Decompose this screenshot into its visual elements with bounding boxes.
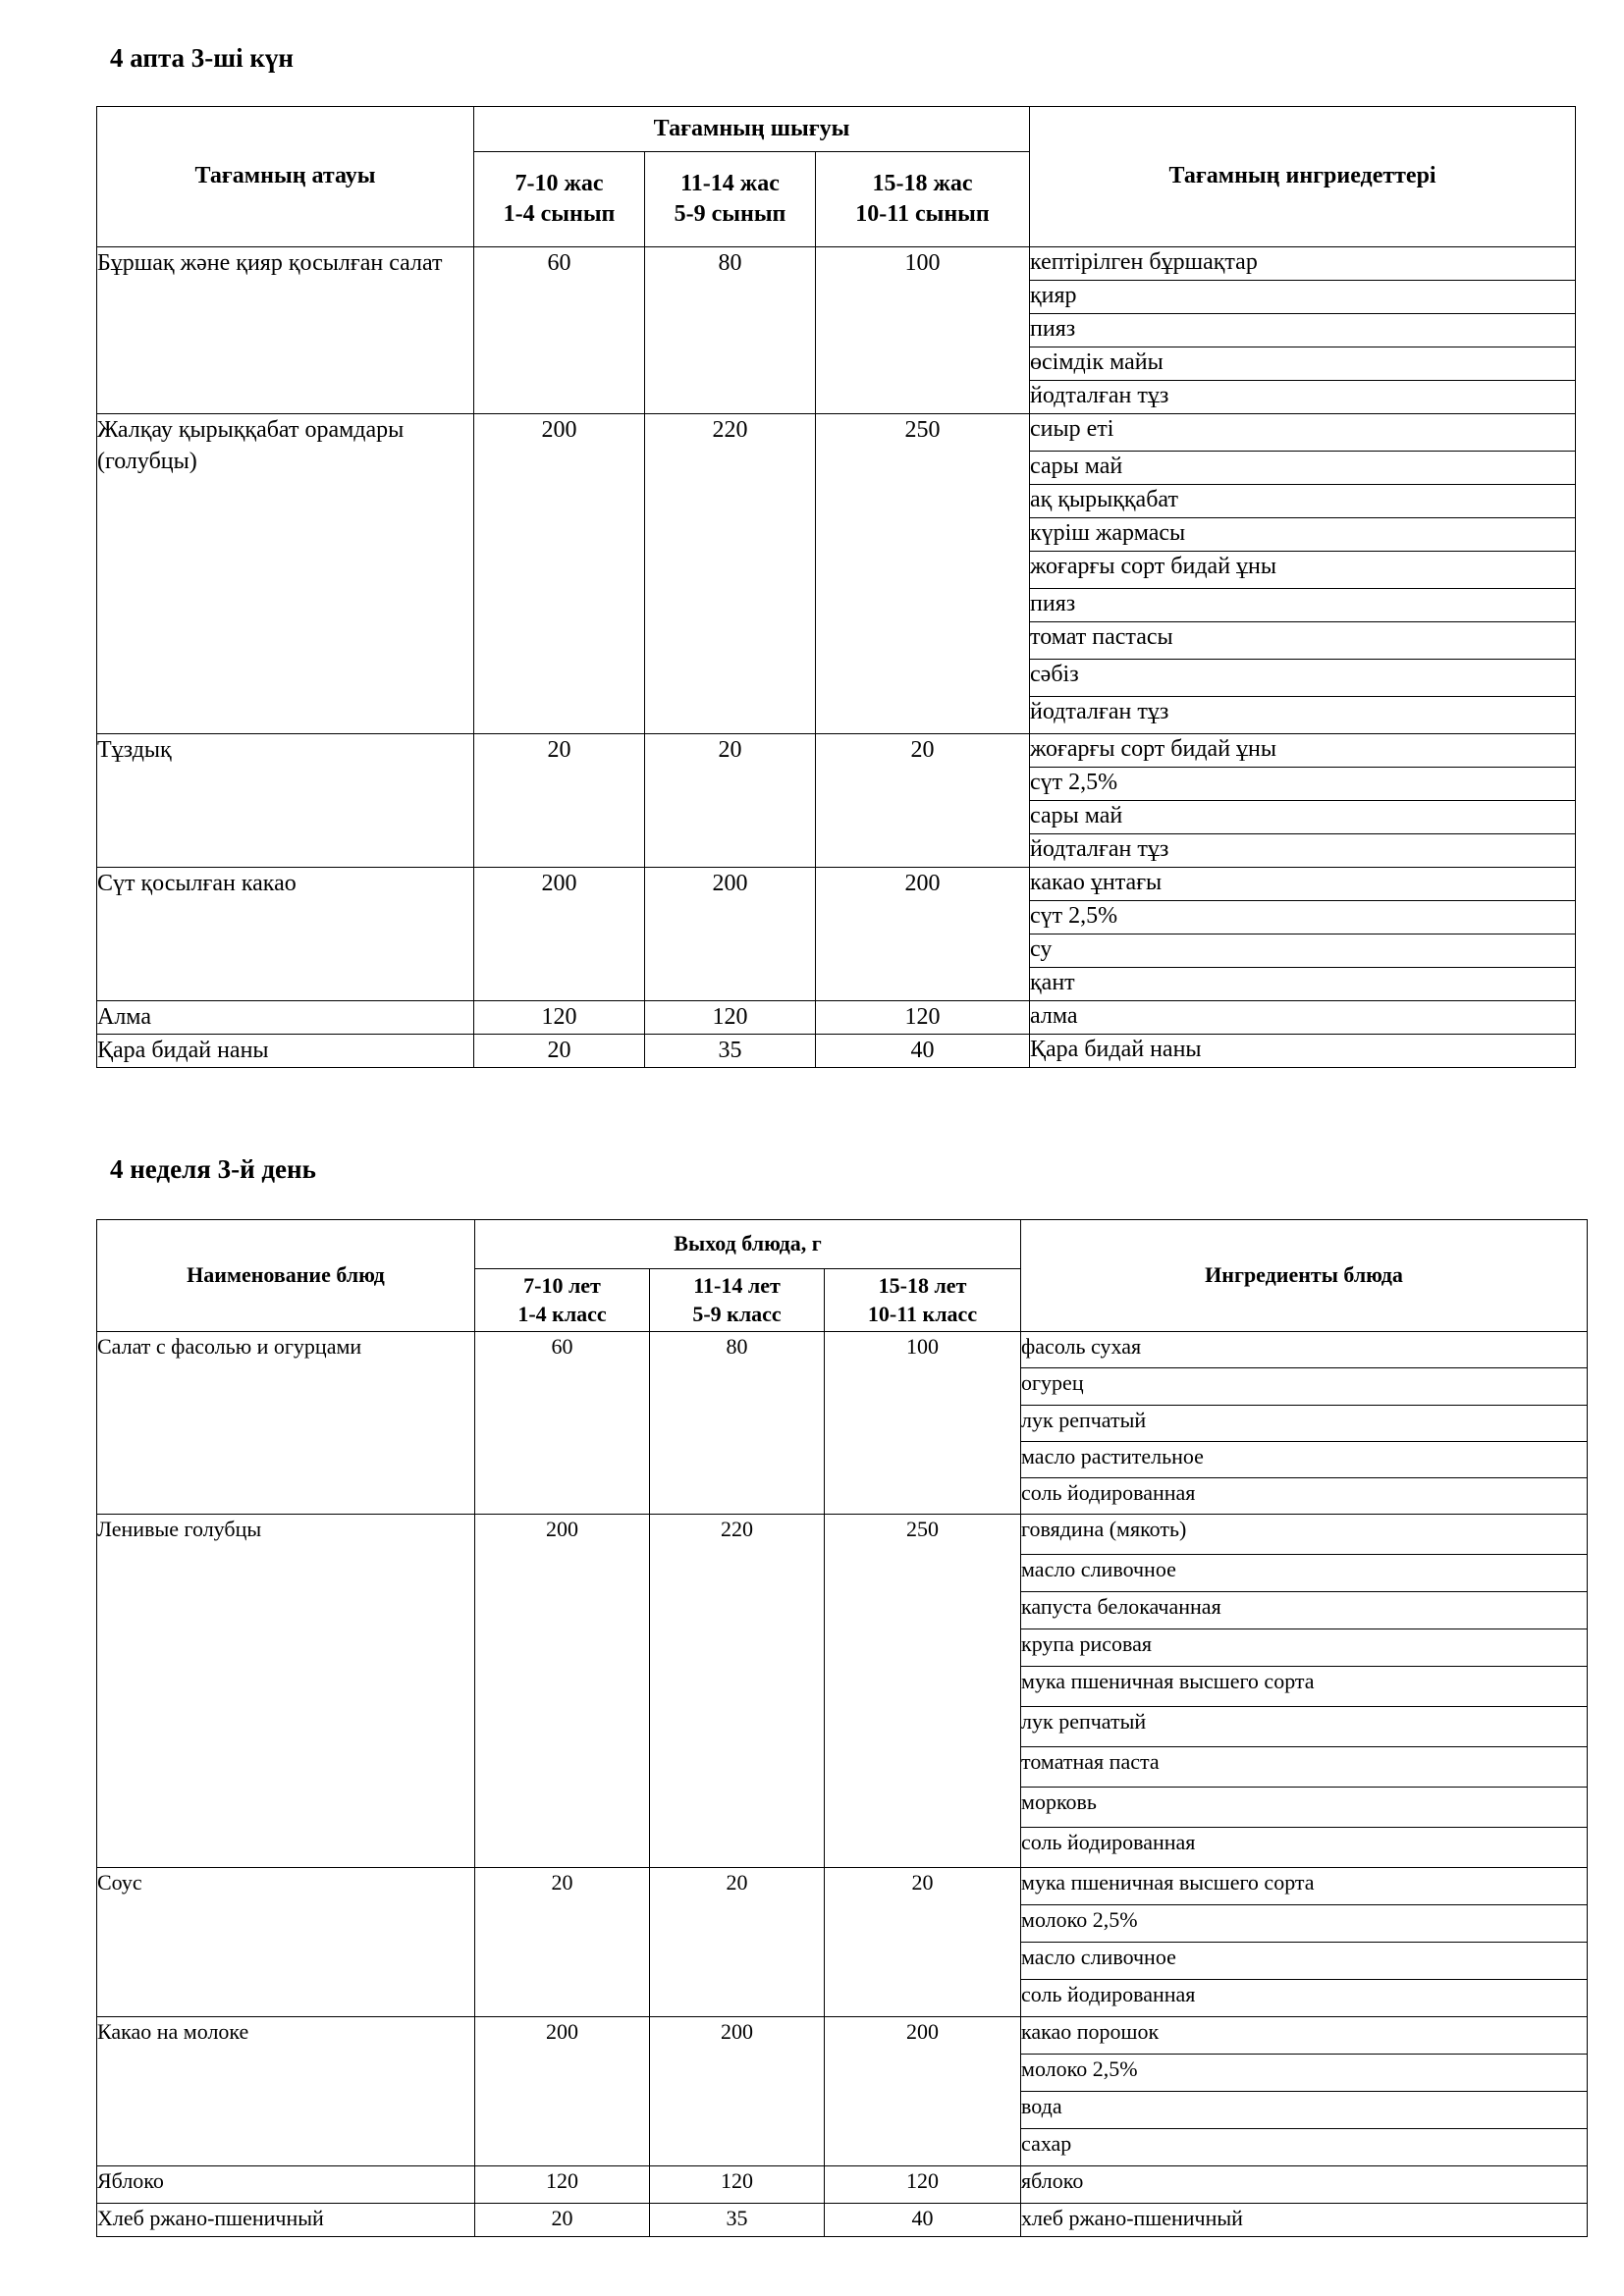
portion-value-cell: 100 [816,247,1030,414]
ingredient-cell: крупа рисовая [1021,1629,1588,1667]
ingredient-cell: сары май [1030,801,1576,834]
portion-value-cell: 250 [825,1515,1021,1868]
kazakh-menu-body [97,247,1576,1068]
dish-name-cell: Ленивые голубцы [97,1515,475,1868]
table-row [97,2204,1588,2237]
header-output: Тағамның шығуы [474,107,1030,152]
ingredient-cell: молоко 2,5% [1021,2055,1588,2092]
ingredient-cell: йодталған тұз [1030,697,1576,734]
ingredient-cell: масло сливочное [1021,1555,1588,1592]
header-ingredients: Тағамның ингриедеттері [1030,107,1576,247]
portion-value-cell: 200 [475,1515,650,1868]
kazakh-menu-table [96,106,1576,1068]
table-row [97,868,1576,901]
table-row [97,2166,1588,2204]
portion-value-cell: 80 [645,247,816,414]
ingredient-cell: сары май [1030,452,1576,485]
ingredient-cell: сүт 2,5% [1030,901,1576,934]
header-age-group: 11-14 жас 5-9 сынып [645,152,816,247]
portion-value-cell: 120 [645,1001,816,1035]
portion-value-cell: 40 [816,1035,1030,1068]
portion-value-cell: 200 [816,868,1030,1001]
ingredient-cell: сиыр еті [1030,414,1576,452]
ingredient-cell: мука пшеничная высшего сорта [1021,1667,1588,1707]
portion-value-cell: 20 [645,734,816,868]
ingredient-cell: күріш жармасы [1030,518,1576,552]
table-row [97,1035,1576,1068]
dish-name-cell: Хлеб ржано-пшеничный [97,2204,475,2237]
table-row [97,414,1576,452]
ingredient-cell: фасоль сухая [1021,1332,1588,1368]
ingredient-cell: қант [1030,968,1576,1001]
portion-value-cell: 100 [825,1332,1021,1515]
portion-value-cell: 120 [475,2166,650,2204]
ingredient-cell: молоко 2,5% [1021,1905,1588,1943]
portion-value-cell: 20 [474,1035,645,1068]
table-row [97,1332,1588,1368]
russian-menu-body [97,1332,1588,2237]
portion-value-cell: 20 [650,1868,825,2017]
portion-value-cell: 200 [650,2017,825,2166]
ingredient-cell: соль йодированная [1021,1980,1588,2017]
portion-value-cell: 20 [475,1868,650,2017]
ingredient-cell: лук репчатый [1021,1707,1588,1747]
portion-value-cell: 20 [475,2204,650,2237]
dish-name-cell: Қара бидай наны [97,1035,474,1068]
dish-name-cell: Салат с фасолью и огурцами [97,1332,475,1515]
portion-value-cell: 120 [816,1001,1030,1035]
ingredient-cell: йодталған тұз [1030,381,1576,414]
russian-section-heading: 4 неделя 3-й день [110,1154,316,1184]
header-age-group: 11-14 лет 5-9 класс [650,1269,825,1332]
header-age-group: 15-18 лет 10-11 класс [825,1269,1021,1332]
portion-value-cell: 120 [474,1001,645,1035]
ingredient-cell: томат пастасы [1030,622,1576,660]
header-age-group: 7-10 лет 1-4 класс [475,1269,650,1332]
portion-value-cell: 200 [825,2017,1021,2166]
ingredient-cell: мука пшеничная высшего сорта [1021,1868,1588,1905]
dish-name-cell: Какао на молоке [97,2017,475,2166]
table-row [97,734,1576,768]
ingredient-cell: ақ қырыққабат [1030,485,1576,518]
portion-value-cell: 20 [474,734,645,868]
ingredient-cell: масло растительное [1021,1442,1588,1478]
header-dish-name: Наименование блюд [97,1220,475,1332]
ingredient-cell: Қара бидай наны [1030,1035,1576,1068]
portion-value-cell: 20 [825,1868,1021,2017]
table-row [97,1001,1576,1035]
ingredient-cell: сүт 2,5% [1030,768,1576,801]
ingredient-cell: сахар [1021,2129,1588,2166]
ingredient-cell: хлеб ржано-пшеничный [1021,2204,1588,2237]
table-row [97,1868,1588,1905]
table-row [97,2017,1588,2055]
portion-value-cell: 60 [474,247,645,414]
portion-value-cell: 80 [650,1332,825,1515]
ingredient-cell: лук репчатый [1021,1406,1588,1442]
ingredient-cell: соль йодированная [1021,1828,1588,1868]
portion-value-cell: 40 [825,2204,1021,2237]
ingredient-cell: сәбіз [1030,660,1576,697]
ingredient-cell: томатная паста [1021,1747,1588,1788]
dish-name-cell: Соус [97,1868,475,2017]
ingredient-cell: капуста белокачанная [1021,1592,1588,1629]
portion-value-cell: 20 [816,734,1030,868]
dish-name-cell: Тұздық [97,734,474,868]
ingredient-cell: кептірілген бұршақтар [1030,247,1576,281]
portion-value-cell: 220 [650,1515,825,1868]
portion-value-cell: 35 [645,1035,816,1068]
dish-name-cell: Жалқау қырыққабат орамдары (голубцы) [97,414,474,734]
portion-value-cell: 200 [474,868,645,1001]
header-output: Выход блюда, г [475,1220,1021,1269]
portion-value-cell: 220 [645,414,816,734]
header-dish-name: Тағамның атауы [97,107,474,247]
portion-value-cell: 200 [475,2017,650,2166]
portion-value-cell: 120 [825,2166,1021,2204]
dish-name-cell: Яблоко [97,2166,475,2204]
dish-name-cell: Сүт қосылған какао [97,868,474,1001]
portion-value-cell: 35 [650,2204,825,2237]
ingredient-cell: масло сливочное [1021,1943,1588,1980]
ingredient-cell: морковь [1021,1788,1588,1828]
header-ingredients: Ингредиенты блюда [1021,1220,1588,1332]
ingredient-cell: йодталған тұз [1030,834,1576,868]
ingredient-cell: какао ұнтағы [1030,868,1576,901]
dish-name-cell: Бұршақ және қияр қосылған салат [97,247,474,414]
ingredient-cell: жоғарғы сорт бидай ұны [1030,552,1576,589]
portion-value-cell: 120 [650,2166,825,2204]
ingredient-cell: алма [1030,1001,1576,1035]
ingredient-cell: қияр [1030,281,1576,314]
ingredient-cell: соль йодированная [1021,1478,1588,1515]
portion-value-cell: 200 [474,414,645,734]
ingredient-cell: говядина (мякоть) [1021,1515,1588,1555]
ingredient-cell: какао порошок [1021,2017,1588,2055]
kazakh-section-heading: 4 апта 3-ші күн [110,43,294,73]
table-row [97,1515,1588,1555]
ingredient-cell: яблоко [1021,2166,1588,2204]
header-age-group: 7-10 жас 1-4 сынып [474,152,645,247]
header-age-group: 15-18 жас 10-11 сынып [816,152,1030,247]
ingredient-cell: вода [1021,2092,1588,2129]
ingredient-cell: пияз [1030,314,1576,347]
portion-value-cell: 60 [475,1332,650,1515]
table-row [97,247,1576,281]
portion-value-cell: 200 [645,868,816,1001]
ingredient-cell: су [1030,934,1576,968]
ingredient-cell: жоғарғы сорт бидай ұны [1030,734,1576,768]
portion-value-cell: 250 [816,414,1030,734]
ingredient-cell: огурец [1021,1368,1588,1406]
russian-menu-table [96,1219,1588,2237]
ingredient-cell: өсімдік майы [1030,347,1576,381]
ingredient-cell: пияз [1030,589,1576,622]
dish-name-cell: Алма [97,1001,474,1035]
